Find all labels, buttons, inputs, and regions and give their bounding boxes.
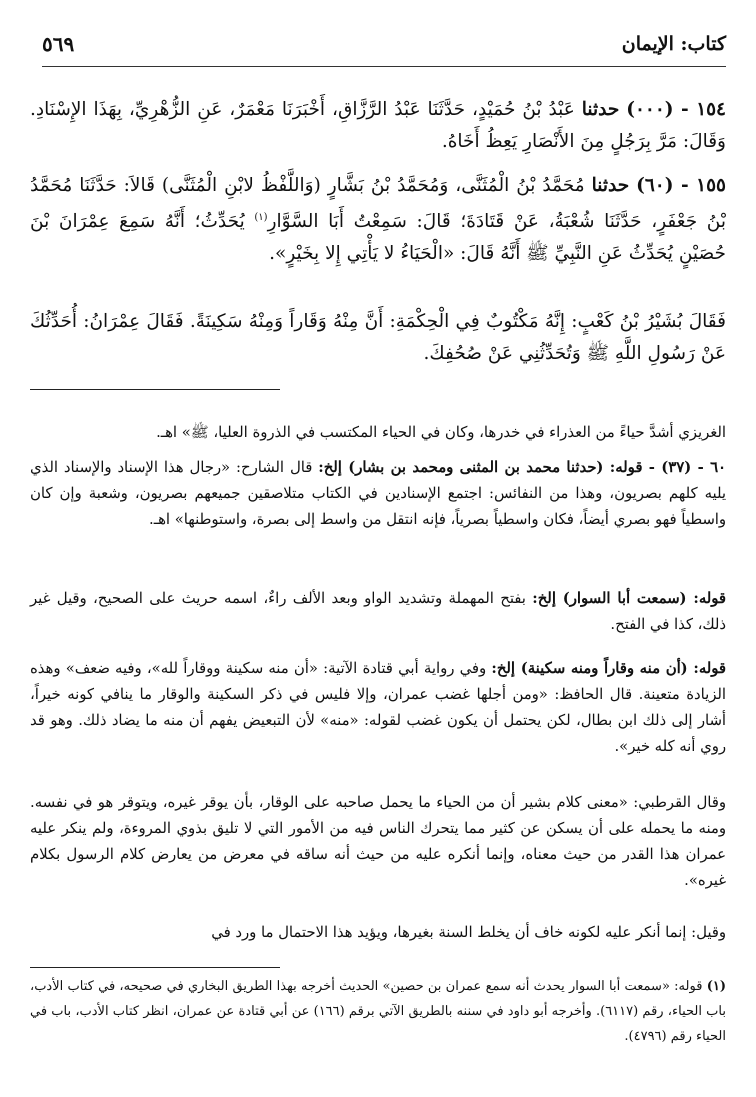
commentary-text: بفتح المهملة وتشديد الواو وبعد الألف راءٌ، اسمه حريث على الصحيح، وقيل غير ذلك، كذا في الفتح. [30,590,726,633]
commentary-text: وقال القرطبي: «معنى كلام بشير أن من الحياء ما يحمل صاحبه على الوقار، بأن يوقر غيره، ويتوقر هو في نفسه. ومنه ما يحمله على أن يسكن عن كثير مما يتحرك الناس فيه من الأمور التي لا تليق بذوي المروءة، ولم ينكر عليه عمران هذا القدر من حيث معناه، وإنما أنكره عليه من حيث أنه ساقه في معرض من يعارض كلام الرسول بكلام غيره». [30,794,726,889]
hadith-155 [30,170,726,270]
commentary-paragraph [30,790,726,894]
commentary-text: وقيل: إنما أنكر عليه لكونه خاف أن يخلط السنة بغيرها، ويؤيد هذا الاحتمال ما ورد في [211,924,726,941]
footnote-reference: (١) [254,212,268,223]
hadith-text: عَبْدُ بْنُ حُمَيْدٍ، حَدَّثَنَا عَبْدُ الرَّزَّاقِ، أَخْبَرَنَا مَعْمَرٌ، عَنِ الزُّهْرِيِّ، بِهَذَا الإِسْنَادِ. وَقَالَ: مَرَّ بِرَجُلٍ مِنَ الأَنْصَارِ يَعِظُ أَخَاهُ. [30,99,726,152]
commentary-paragraph [30,420,726,446]
hadith-number: ١٥٥ - (٦٠) [636,175,726,196]
hadith-text: مُحَمَّدُ بْنُ الْمُثَنَّى، وَمُحَمَّدُ بْنُ بَشَّارٍ (وَاللَّفْظُ لابْنِ الْمُثَنَّى) قَالاَ: حَدَّثَنَا مُحَمَّدُ بْنُ جَعْفَرٍ، حَدَّثَنَا شُعْبَةُ، عَنْ قَتَادَةَ؛ قَالَ: سَمِعْتُ أَبَا السَّوَّارِ [30,175,726,233]
footnote [30,974,726,1049]
page-number: ٥٦٩ [42,32,75,56]
text-divider [30,389,280,390]
hadith-keyword: حدثنا [581,99,620,120]
commentary-lead: ٦٠ - (٣٧) - قوله: (حدثنا محمد بن المثنى ومحمد بن بشار) إلخ: [318,459,726,476]
commentary-lead: قوله: (أن منه وقاراً ومنه سكينة) إلخ: [491,660,726,677]
commentary-paragraph [30,656,726,760]
commentary-text: الغريزي أشدَّ حياءً من العذراء في خدرها، وكان في الحياء المكتسب في الذروة العليا، ﷺ» اهـ. [156,424,726,441]
chapter-title: كتاب: الإيمان [621,33,726,55]
hadith-text-continued: يُحَدِّثُ؛ أَنَّهُ سَمِعَ عِمْرَانَ بْنَ حُصَيْنٍ يُحَدِّثُ عَنِ النَّبِيِّ ﷺ أَنَّهُ قَالَ: «الْحَيَاءُ لا يَأْتِي إِلا بِخَيْرٍ». [30,211,726,265]
footnote-divider [30,967,280,968]
page-header [42,22,726,67]
commentary-text: قال الشارح: «رجال هذا الإسناد والإسناد الذي يليه كلهم بصريون، وهذا من النفائس: اجتمع الإسنادين في الكتاب متلاصقين جميعهم بصريون، وشعبة وإن كان واسطياً فهو بصري أيضاً، فكان واسطياً بصرياً، فإنه انتقل من واسط إلى بصرة، واستوطنها» اهـ. [30,459,726,528]
commentary-paragraph [30,920,726,946]
commentary-paragraph [30,455,726,533]
footnote-text: قوله: «سمعت أبا السوار يحدث أنه سمع عمران بن حصين» الحديث أخرجه بهذا الطريق البخاري في صحيحه، في كتاب الأدب، باب الحياء، رقم (٦١١٧). وأخرجه أبو داود في سننه بالطريق الآتي برقم (١٦٦) عن أبي قتادة عن عمران، انظر كتاب الأدب، باب في الحياء رقم (٤٧٩٦). [30,979,727,1044]
commentary-paragraph [30,586,726,638]
commentary-text: وفي رواية أبي قتادة الآتية: «أن منه سكينة ووقاراً لله»، وفيه ضعف» وهذه الزيادة متعينة. قال الحافظ: «ومن أجلها غضب عمران، وإلا فليس في ذكر السكينة والوقار ما ينافي كونه خيراً، أشار إلى ذلك ابن بطال، لكن يحتمل أن يكون غضب لقوله: «منه» لأن التبعيض يفهم أن منه ما يضاد ذلك. وهو قد روي أنه كله خير». [30,660,726,755]
commentary-lead: قوله: (سمعت أبا السوار) إلخ: [532,590,726,607]
hadith-154 [30,94,726,158]
hadith-keyword: حدثنا [591,175,630,196]
hadith-155-continuation [30,306,726,370]
hadith-number: ١٥٤ - (٠٠٠) [626,99,726,120]
footnote-number: (١) [706,979,726,994]
hadith-text: فَقَالَ بُشَيْرُ بْنُ كَعْبٍ: إِنَّهُ مَكْتُوبٌ فِي الْحِكْمَةِ: أَنَّ مِنْهُ وَقَاراً وَمِنْهُ سَكِينَةً. فَقَالَ عِمْرَانُ: أُحَدِّثُكَ عَنْ رَسُولِ اللَّهِ ﷺ وَتُحَدِّثُنِي عَنْ صُحُفِكَ. [30,311,726,364]
